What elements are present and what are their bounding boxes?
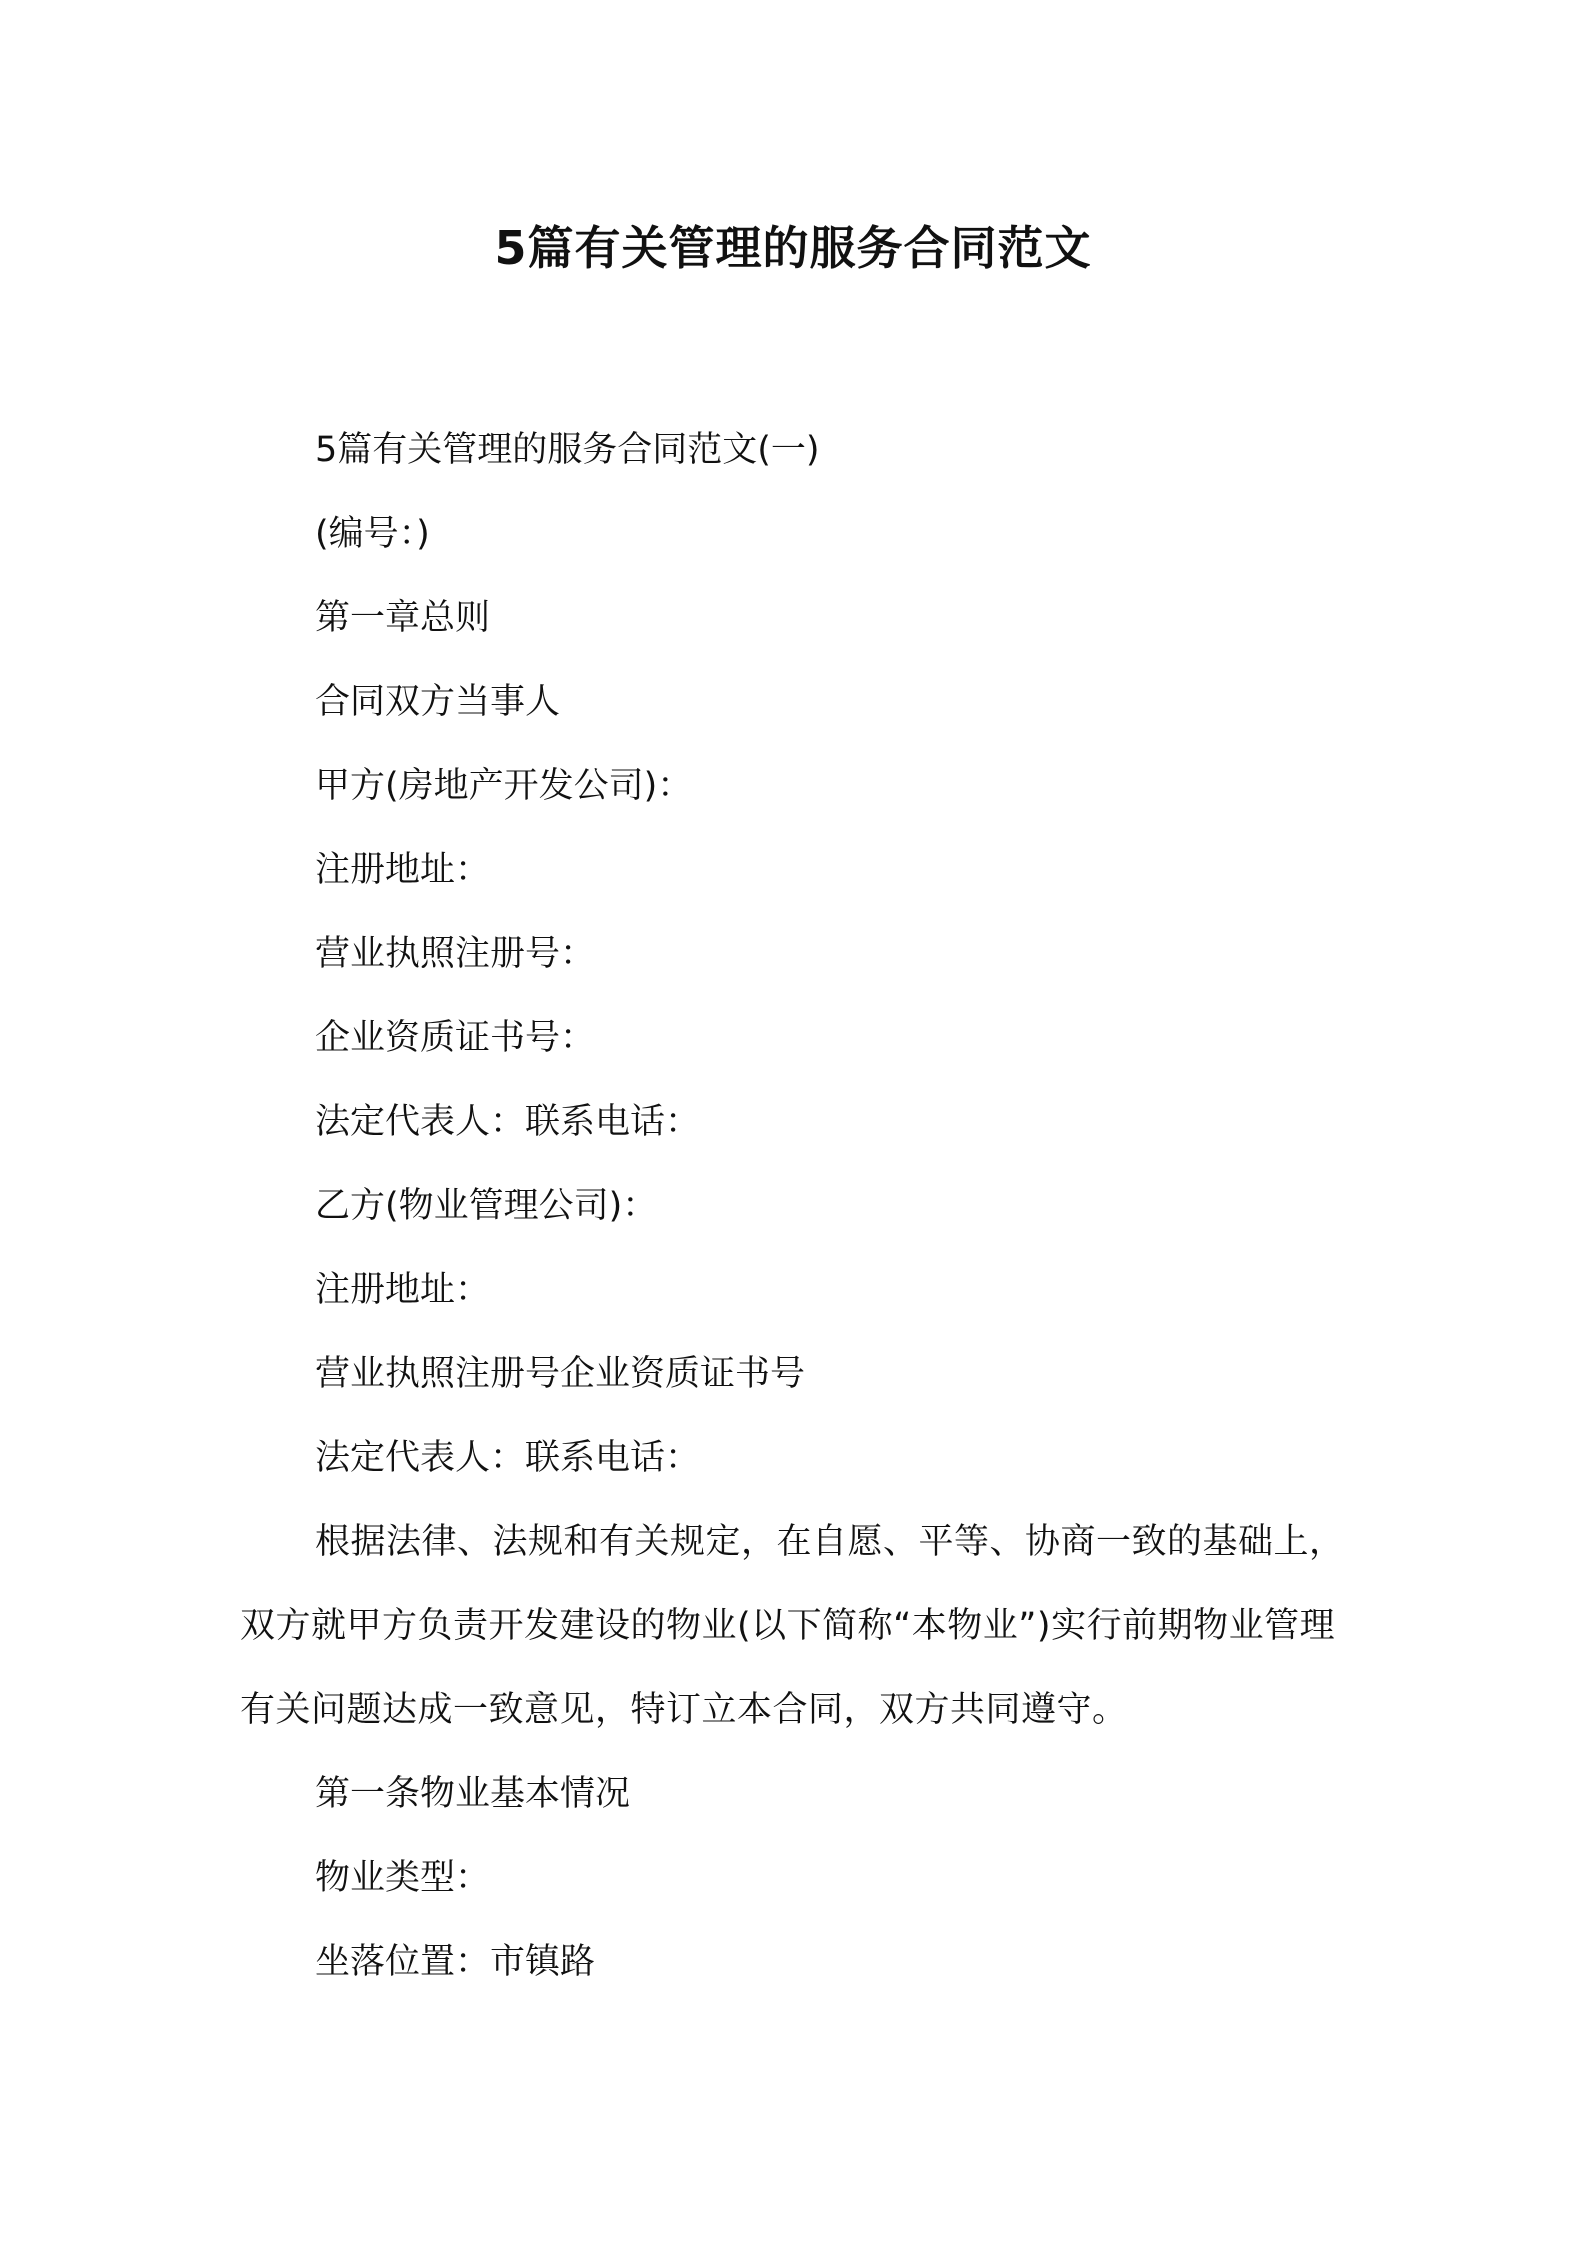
contract-number-line: (编号：) (315, 514, 430, 554)
chapter-heading: 第一章总则 (315, 598, 491, 638)
preamble-paragraph: 根据法律、法规和有关规定，在自愿、平等、协商一致的基础上，双方就甲方负责开发建设的物业(以下简称“本物业”)实行前期物业管理有关问题达成一致意见，特订立本合同，双方共同遵守。 (240, 1522, 1345, 1730)
party-b-line: 乙方(物业管理公司)： (315, 1186, 658, 1226)
document-body (240, 408, 1350, 2004)
party-b-license-line: 营业执照注册号企业资质证书号 (315, 1354, 806, 1394)
parties-heading: 合同双方当事人 (315, 682, 561, 722)
article-one-heading: 第一条物业基本情况 (315, 1774, 631, 1814)
party-b-representative-line: 法定代表人：联系电话： (315, 1438, 701, 1478)
property-location-line: 坐落位置：市镇路 (315, 1942, 596, 1982)
party-b-address-line: 注册地址： (315, 1270, 491, 1310)
subtitle-line: 5篇有关管理的服务合同范文(一) (315, 430, 820, 470)
party-a-license-line: 营业执照注册号： (315, 934, 596, 974)
party-a-representative-line: 法定代表人：联系电话： (315, 1102, 701, 1142)
document-title: 5篇有关管理的服务合同范文 (494, 221, 1092, 275)
party-a-line: 甲方(房地产开发公司)： (315, 766, 693, 806)
party-a-address-line: 注册地址： (315, 850, 491, 890)
property-type-line: 物业类型： (315, 1858, 491, 1898)
party-a-qualification-line: 企业资质证书号： (315, 1018, 596, 1058)
